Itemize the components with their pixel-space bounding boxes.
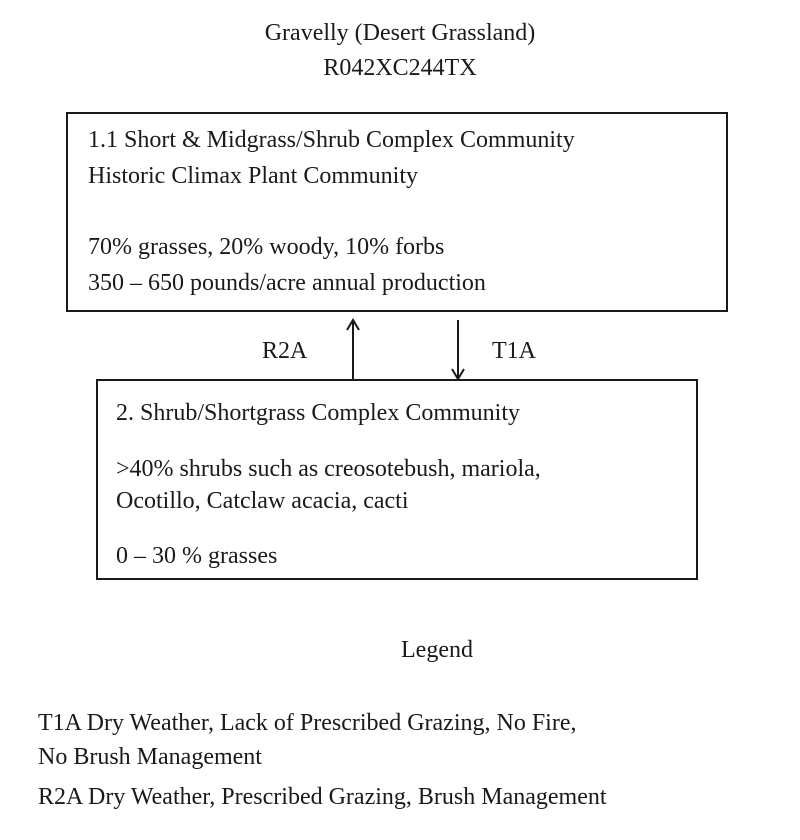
state-1-1-production: 350 – 650 pounds/acre annual production	[88, 270, 486, 296]
state-1-1-subheading: Historic Climax Plant Community	[88, 163, 418, 189]
state-2-heading: 2. Shrub/Shortgrass Complex Community	[116, 400, 521, 426]
arrow-down-t1a	[452, 320, 464, 379]
state-2-shrubs-line1: >40% shrubs such as creosotebush, mariola,	[116, 456, 541, 482]
ecological-site-id: R042XC244TX	[323, 55, 477, 81]
state-1-1-heading: 1.1 Short & Midgrass/Shrub Complex Community	[88, 127, 575, 153]
diagram-title: Gravelly (Desert Grassland)	[264, 20, 536, 46]
state-1-1-composition: 70% grasses, 20% woody, 10% forbs	[88, 234, 445, 260]
arrow-up-r2a	[347, 320, 359, 379]
arrow-label-r2a: R2A	[262, 338, 308, 364]
legend-t1a-line1: T1A Dry Weather, Lack of Prescribed Grazing, No Fire,	[38, 710, 577, 736]
arrow-label-t1a: T1A	[492, 338, 536, 364]
state-2-shrubs-line2: Ocotillo, Catclaw acacia, cacti	[116, 488, 409, 514]
state-2-grasses: 0 – 30 % grasses	[116, 543, 278, 569]
state-box-2	[96, 379, 698, 580]
legend-t1a-line2: No Brush Management	[38, 744, 262, 770]
legend-heading: Legend	[401, 637, 473, 663]
legend-r2a: R2A Dry Weather, Prescribed Grazing, Brush Management	[38, 784, 607, 810]
